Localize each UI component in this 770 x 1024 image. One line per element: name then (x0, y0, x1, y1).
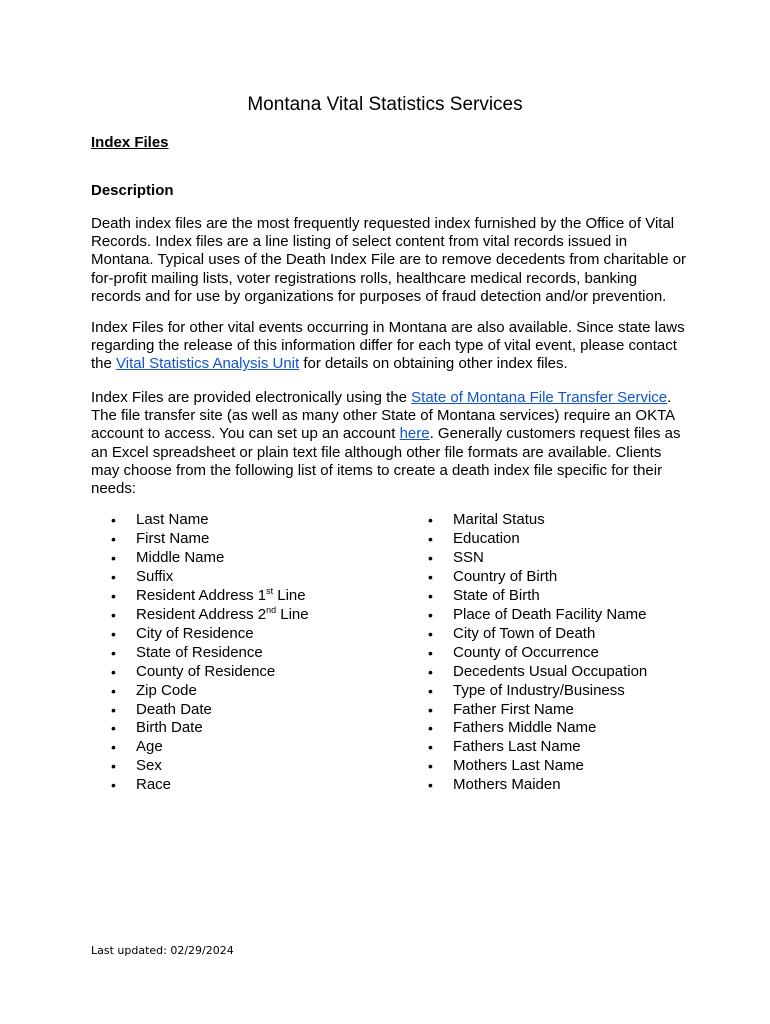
paragraph-file-transfer-middle: . The file transfer site (as well as many other State of Montana services) require an OKTA account to access. You can set up an account (91, 389, 675, 443)
file-transfer-service-link[interactable]: State of Montana File Transfer Service (411, 389, 668, 406)
list-item (111, 587, 309, 606)
list-item: • Place of Death Facility Name (428, 606, 647, 625)
paragraph-file-transfer-tail: . Generally customers request files as an Excel spreadsheet or plain text file although other file formats are available. Clients may choose from the following list of items to create a death index file specific for their needs: (91, 425, 681, 498)
list-item: • Mothers Last Name (428, 757, 647, 776)
paragraph-file-transfer (91, 389, 691, 498)
paragraph-intro (91, 215, 691, 306)
right-item-list (428, 511, 647, 795)
list-item: • Country of Birth (428, 568, 647, 587)
list-item-text: Resident Address 1 (136, 586, 267, 604)
list-item: • City of Town of Death (428, 625, 647, 644)
list-item: • Race (111, 776, 309, 795)
list-item: • Father First Name (428, 701, 647, 720)
list-item: • Mothers Maiden (428, 776, 647, 795)
paragraph-intro-text: Death index files are the most frequently requested index furnished by the Office of Vital Records. Index files are a line listing of select content from vital records issued in Montana. Typical uses of the Death Index File are to remove decedents from charitable or for-profit mailing lists, voter registrations rolls, healthcare medical records, banking records and for use by organizations for purposes of fraud detection and/or prevention. (91, 215, 687, 305)
paragraph-other-events (91, 319, 691, 374)
list-item: • Death Date (111, 701, 309, 720)
list-item: • Education (428, 530, 647, 549)
paragraph-other-events-text: Index Files for other vital events occurring in Montana are also available. Since state laws regarding the release of this information differ for each type of vital event, please contact the (91, 319, 685, 373)
list-item: • State of Residence (111, 644, 309, 663)
paragraph-other-events-tail: for details on obtaining other index files. (299, 355, 568, 373)
list-item (111, 606, 309, 625)
page-title: Montana Vital Statistics Services (247, 94, 523, 115)
list-item: • County of Occurrence (428, 644, 647, 663)
vital-statistics-analysis-unit-link[interactable]: Vital Statistics Analysis Unit (116, 355, 300, 373)
list-item: • Suffix (111, 568, 309, 587)
ordinal-suffix: st (266, 585, 274, 596)
list-item: • Fathers Last Name (428, 738, 647, 757)
list-item: • SSN (428, 549, 647, 568)
left-item-list (111, 511, 309, 795)
list-item: • Sex (111, 757, 309, 776)
description-heading: Description (91, 182, 174, 199)
list-item: • Zip Code (111, 682, 309, 701)
list-item: • Fathers Middle Name (428, 719, 647, 738)
list-item: • First Name (111, 530, 309, 549)
list-item-text: Resident Address 2 (136, 605, 267, 623)
list-item: • Type of Industry/Business (428, 682, 647, 701)
list-item: • State of Birth (428, 587, 647, 606)
list-item: • Age (111, 738, 309, 757)
okta-account-here-link[interactable]: here (399, 425, 430, 443)
list-item: • Middle Name (111, 549, 309, 568)
list-item-text: Line (273, 586, 306, 604)
ordinal-suffix: nd (266, 604, 277, 615)
list-item: • City of Residence (111, 625, 309, 644)
list-item: • County of Residence (111, 663, 309, 682)
list-item: • Birth Date (111, 719, 309, 738)
last-updated-footer: Last updated: 02/29/2024 (91, 944, 234, 957)
list-item: • Marital Status (428, 511, 647, 530)
paragraph-file-transfer-text: Index Files are provided electronically using the (91, 389, 412, 406)
list-item-text: Line (276, 605, 309, 623)
list-item: • Decedents Usual Occupation (428, 663, 647, 682)
list-item: • Last Name (111, 511, 309, 530)
section-heading: Index Files (91, 134, 169, 151)
